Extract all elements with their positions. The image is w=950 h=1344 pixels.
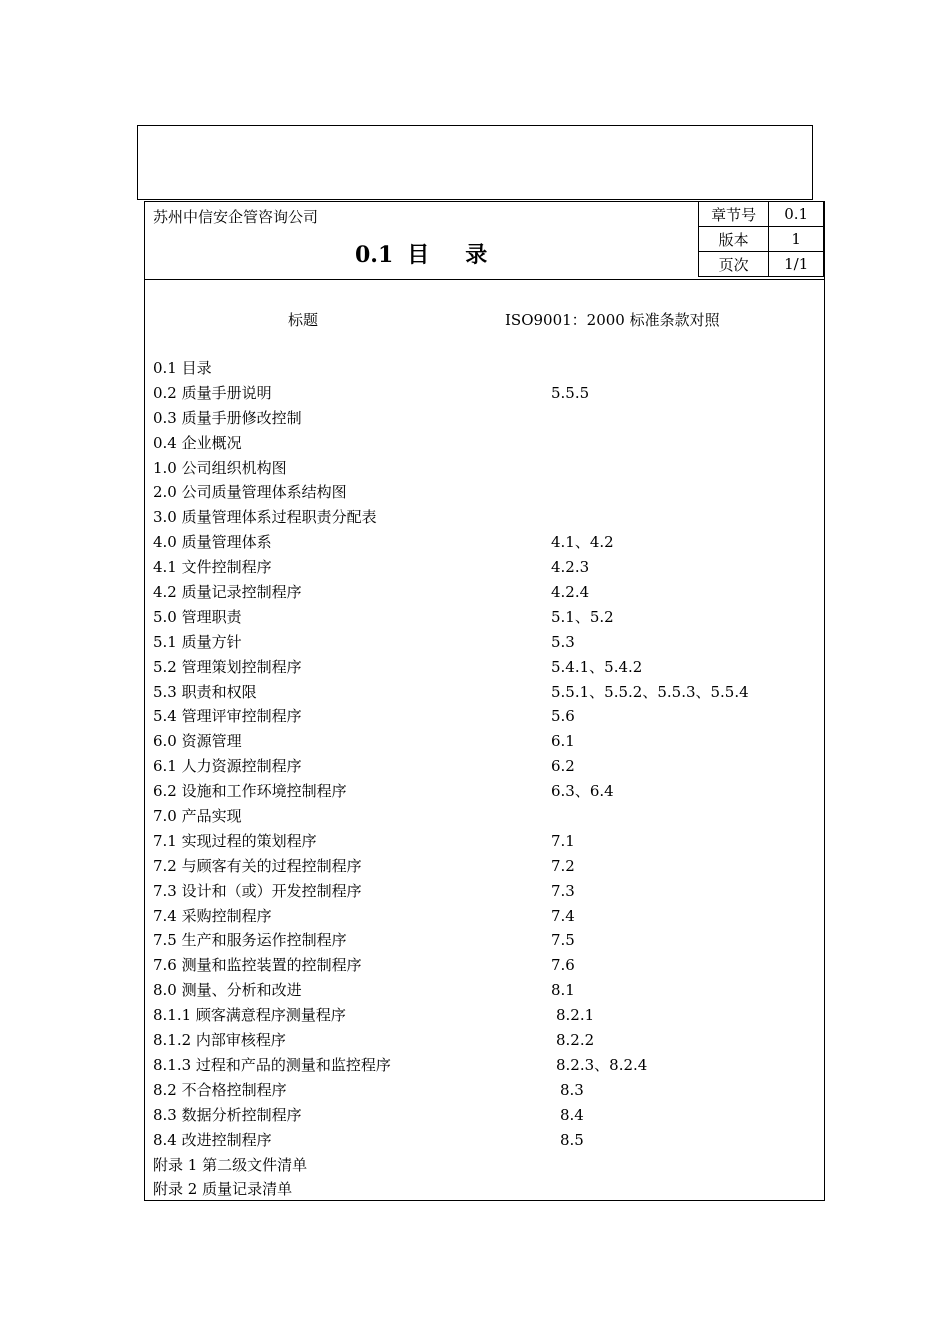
toc-entry-title: 5.3 职责和权限 (153, 682, 257, 701)
toc-entry-clause: 4.2.4 (551, 583, 590, 602)
toc-entry-title: 8.4 改进控制程序 (153, 1130, 272, 1149)
toc-entry-clause: 6.2 (551, 757, 575, 776)
toc-entry-title: 1.0 公司组织机构图 (153, 458, 287, 477)
toc-entry-title: 4.2 质量记录控制程序 (153, 583, 302, 602)
toc-entry-title: 8.1.2 内部审核程序 (153, 1031, 286, 1050)
toc-entry-title: 0.1 目录 (153, 359, 212, 377)
toc-entry-title: 8.0 测量、分析和改进 (153, 981, 302, 1000)
title-number: 0.1 (355, 242, 394, 268)
toc-entry-clause: 5.3 (551, 632, 575, 651)
meta-value: 1 (769, 227, 824, 252)
page-title (355, 238, 487, 269)
toc-entry-title: 8.1.1 顾客满意程序测量程序 (153, 1006, 346, 1025)
toc-entry-title: 0.4 企业概况 (153, 433, 242, 452)
toc-entry-title: 8.2 不合格控制程序 (153, 1080, 287, 1099)
meta-label: 版本 (699, 227, 769, 252)
toc-entry-title: 7.5 生产和服务运作控制程序 (153, 931, 347, 950)
toc-entry-title: 6.2 设施和工作环境控制程序 (153, 782, 347, 801)
toc-entry-title: 7.0 产品实现 (153, 807, 242, 826)
title-char-1: 目 (407, 242, 430, 268)
company-name: 苏州中信安企管咨询公司 (153, 208, 319, 226)
title-char-2: 录 (465, 242, 488, 268)
column-header-title: 标题 (288, 311, 319, 329)
toc-entry-clause: 5.5.5 (551, 383, 590, 402)
top-frame (137, 125, 813, 200)
toc-entry-clause: 6.1 (551, 732, 575, 751)
toc-entry-clause: 7.5 (551, 931, 575, 950)
toc-body (144, 279, 825, 1201)
meta-label: 页次 (699, 252, 769, 277)
toc-entry-clause: 4.2.3 (551, 558, 590, 577)
meta-value: 0.1 (769, 202, 824, 227)
toc-entry-title: 7.6 测量和监控装置的控制程序 (153, 956, 362, 975)
toc-entry-title: 5.4 管理评审控制程序 (153, 707, 302, 726)
toc-entry-title: 8.1.3 过程和产品的测量和监控程序 (153, 1055, 391, 1074)
toc-entry-title: 3.0 质量管理体系过程职责分配表 (153, 508, 377, 527)
meta-value: 1/1 (769, 252, 824, 277)
meta-label: 章节号 (699, 202, 769, 227)
toc-entry-title: 4.1 文件控制程序 (153, 558, 272, 577)
toc-entry-title: 7.4 采购控制程序 (153, 906, 272, 925)
toc-entry-title: 7.3 设计和（或）开发控制程序 (153, 881, 362, 900)
toc-entry-clause: 6.3、6.4 (551, 782, 614, 801)
toc-entry-clause: 5.5.1、5.5.2、5.5.3、5.5.4 (551, 682, 749, 701)
toc-entry-clause: 8.2.2 (556, 1031, 595, 1050)
toc-entry-clause: 4.1、4.2 (551, 533, 614, 552)
toc-entry-title: 7.2 与顾客有关的过程控制程序 (153, 856, 362, 875)
toc-entry-title: 附录 1 第二级文件清单 (153, 1155, 308, 1174)
toc-entry-clause: 5.1、5.2 (551, 607, 614, 626)
document-header (144, 201, 825, 280)
meta-row-version (699, 227, 824, 252)
toc-entry-clause: 7.3 (551, 881, 575, 900)
toc-entry-clause: 7.2 (551, 856, 575, 875)
toc-entry-clause: 7.4 (551, 906, 575, 925)
toc-entry-clause: 8.3 (560, 1080, 584, 1099)
toc-entry-title: 8.3 数据分析控制程序 (153, 1105, 302, 1124)
toc-entry-clause: 8.2.3、8.2.4 (556, 1055, 648, 1074)
toc-entry-title: 5.1 质量方针 (153, 632, 242, 651)
toc-entry-clause: 5.6 (551, 707, 575, 726)
toc-entry-title: 0.2 质量手册说明 (153, 383, 272, 402)
toc-entry-clause: 7.6 (551, 956, 575, 975)
toc-entry-clause: 8.2.1 (556, 1006, 595, 1025)
toc-entry-title: 5.2 管理策划控制程序 (153, 657, 302, 676)
toc-entry-clause: 5.4.1、5.4.2 (551, 657, 643, 676)
column-header-clause: ISO9001：2000 标准条款对照 (505, 311, 720, 329)
meta-row-page (699, 252, 824, 277)
toc-entry-title: 0.3 质量手册修改控制 (153, 408, 302, 427)
toc-entry-title: 2.0 公司质量管理体系结构图 (153, 483, 347, 502)
toc-entry-clause: 8.1 (551, 981, 575, 1000)
toc-entry-title: 7.1 实现过程的策划程序 (153, 831, 317, 850)
toc-entry-title: 4.0 质量管理体系 (153, 533, 272, 552)
toc-entry-title: 6.0 资源管理 (153, 732, 242, 751)
toc-entry-title: 5.0 管理职责 (153, 607, 242, 626)
meta-row-chapter (699, 202, 824, 227)
document-meta-table (698, 201, 824, 277)
toc-entry-clause: 8.4 (560, 1105, 584, 1124)
toc-entry-title: 附录 2 质量记录清单 (153, 1180, 293, 1199)
toc-entry-title: 6.1 人力资源控制程序 (153, 757, 302, 776)
toc-entry-clause: 7.1 (551, 831, 575, 850)
toc-entry-clause: 8.5 (560, 1130, 584, 1149)
